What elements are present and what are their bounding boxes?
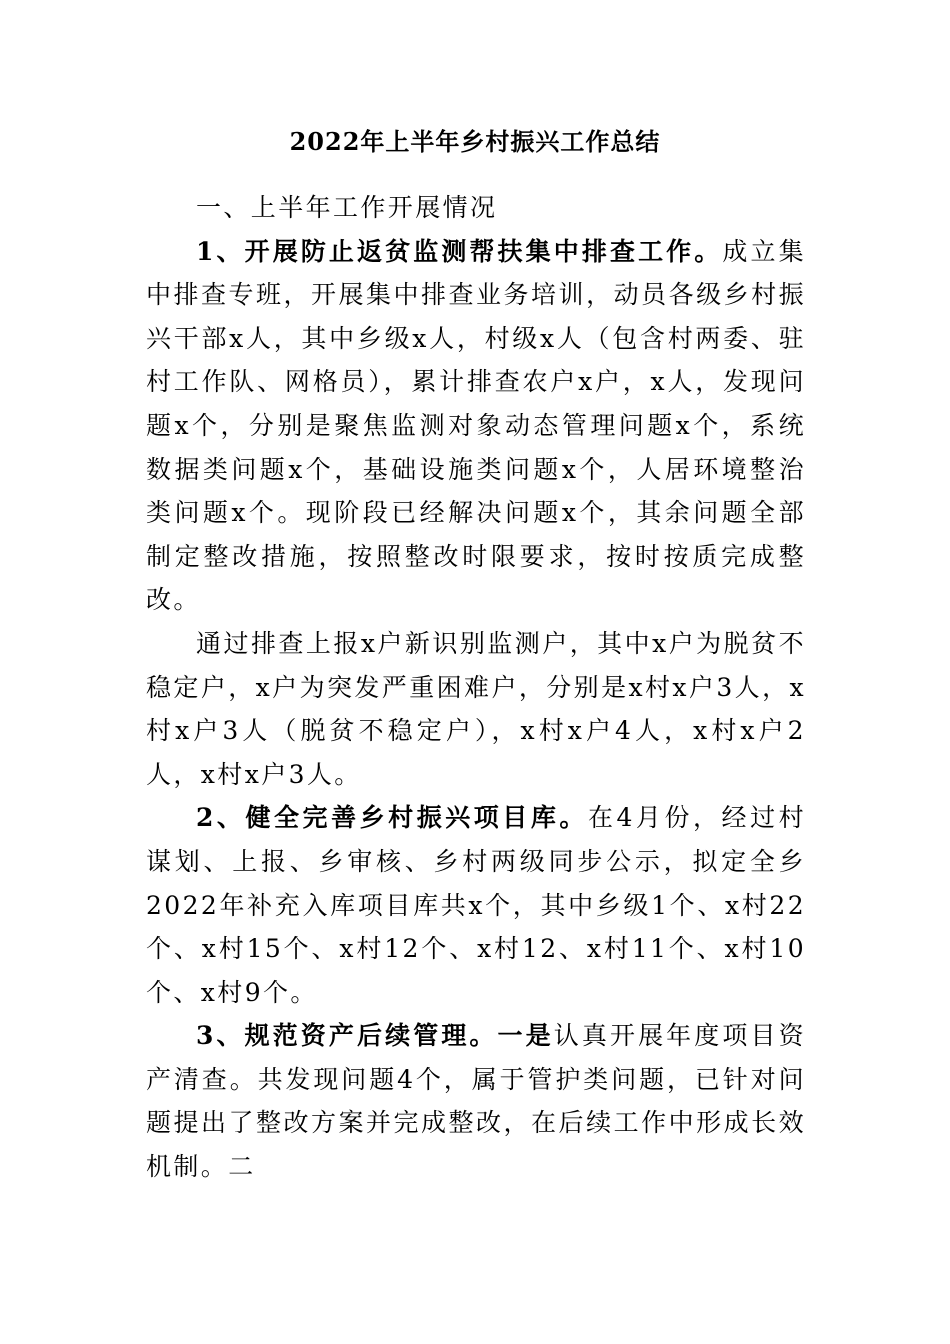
paragraph-4-lead: 3、规范资产后续管理。	[196, 1021, 498, 1051]
paragraph-1	[146, 230, 806, 622]
paragraph-3	[146, 796, 806, 1014]
paragraph-4-sublead: 一是	[497, 1021, 554, 1051]
document-title: 2022年上半年乡村振兴工作总结	[289, 127, 661, 156]
paragraph-2-text: 通过排查上报x户新识别监测户，其中x户为脱贫不稳定户，x户为突发严重困难户，分别是x村x户3人，x村x户3人（脱贫不稳定户），x村x户4人，x村x户2人，x村x户3人。	[146, 628, 806, 789]
paragraph-1-lead: 1、开展防止返贫监测帮扶集中排查工作。	[196, 236, 723, 266]
paragraph-1-text: 成立集中排查专班，开展集中排查业务培训，动员各级乡村振兴干部x人，其中乡级x人，村级x人（包含村两委、驻村工作队、网格员），累计排查农户x户，x人，发现问题x个，分别是聚焦监测对象动态管理问题x个，系统数据类问题x个，基础设施类问题x个，人居环境整治类问题x个。现阶段已经解决问题x个，其余问题全部制定整改措施，按照整改时限要求，按时按质完成整改。	[146, 236, 807, 615]
paragraph-3-lead: 2、健全完善乡村振兴项目库。	[196, 803, 588, 833]
paragraph-2	[146, 622, 806, 796]
paragraph-4-text: 认真开展年度项目资产清查。共发现问题4个，属于管护类问题，已针对问题提出了整改方案并完成整改，在后续工作中形成长效机制。二	[146, 1021, 806, 1182]
document-body	[146, 186, 806, 1189]
paragraph-4	[146, 1014, 806, 1188]
paragraph-3-text: 在4月份，经过村谋划、上报、乡审核、乡村两级同步公示，拟定全乡2022年补充入库项目库共x个，其中乡级1个、x村22个、x村15个、x村12个、x村12、x村11个、x村10个、x村9个。	[146, 803, 807, 1007]
section-heading: 一、上半年工作开展情况	[196, 193, 498, 222]
